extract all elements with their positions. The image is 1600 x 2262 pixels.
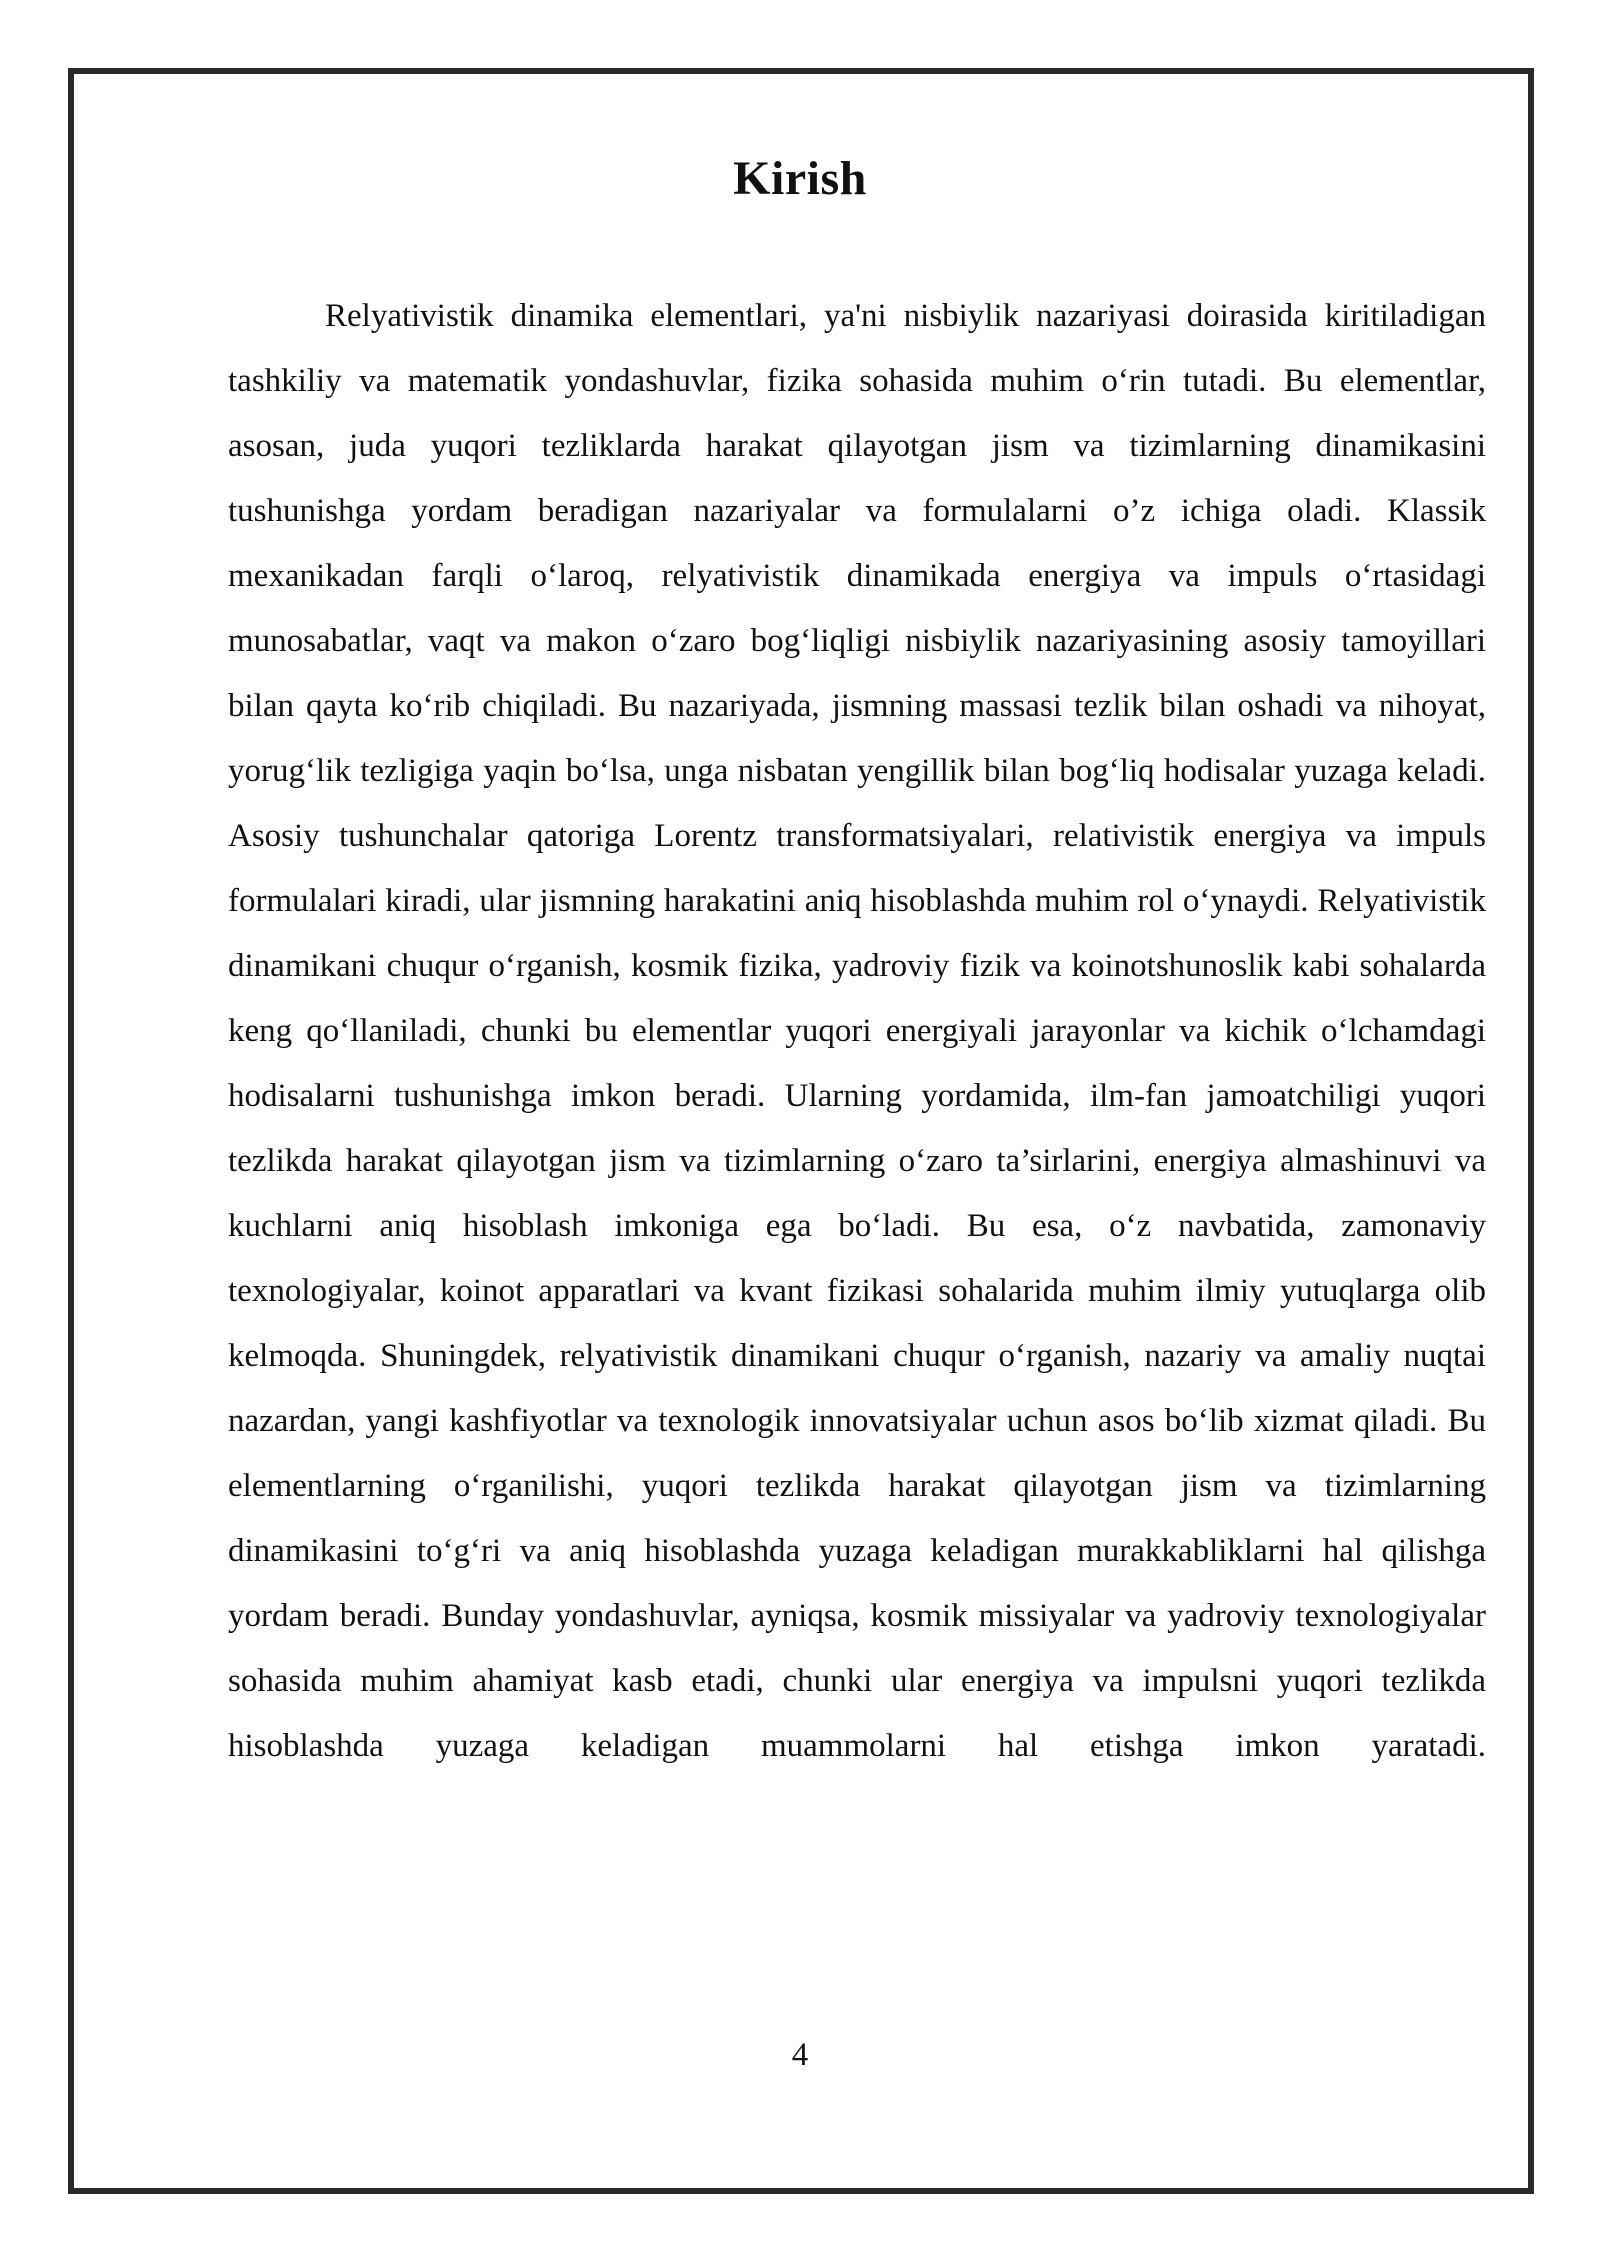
page-number: 4 — [791, 2037, 809, 2073]
page-title: Kirish — [733, 152, 867, 205]
body-paragraph: Relyativistik dinamika elementlari, ya'ni nisbiylik nazariyasi doirasida kiritiladigan tashkiliy va matematik yondashuvlar, fizika sohasida muhim o‘rin tutadi. Bu elementlar, asosan, juda yuqori tezliklarda harakat qilayotgan jism va tizimlarning dinamikasini tushunishga yordam beradigan nazariyalar va formulalarni o’z ichiga oladi. Klassik mexanikadan farqli o‘laroq, relyativistik dinamikada energiya va impuls o‘rtasidagi munosabatlar, vaqt va makon o‘zaro bog‘liqligi nisbiylik nazariyasining asosiy tamoyillari bilan qayta ko‘rib chiqiladi. Bu nazariyada, jismning massasi tezlik bilan oshadi va nihoyat, yorug‘lik tezligiga yaqin bo‘lsa, unga nisbatan yengillik bilan bog‘liq hodisalar yuzaga keladi. Asosiy tushunchalar qatoriga Lorentz transformatsiyalari, relativistik energiya va impuls formulalari kiradi, ular jismning harakatini aniq hisoblashda muhim rol o‘ynaydi. Relyativistik dinamikani chuqur o‘rganish, kosmik fizika, yadroviy fizik va koinotshunoslik kabi sohalarda keng qo‘llaniladi, chunki bu elementlar yuqori energiyali jarayonlar va kichik o‘lchamdagi hodisalarni tushunishga imkon beradi. Ularning yordamida, ilm-fan jamoatchiligi yuqori tezlikda harakat qilayotgan jism va tizimlarning o‘zaro ta’sirlarini, energiya almashinuvi va kuchlarni aniq hisoblash imkoniga ega bo‘ladi. Bu esa, o‘z navbatida, zamonaviy texnologiyalar, koinot apparatlari va kvant fizikasi sohalarida muhim ilmiy yutuqlarga olib kelmoqda. Shuningdek, relyativistik dinamikani chuqur o‘rganish, nazariy va amaliy nuqtai nazardan, yangi kashfiyotlar va texnologik innovatsiyalar uchun asos bo‘lib xizmat qiladi. Bu elementlarning o‘rganilishi, yuqori tezlikda harakat qilayotgan jism va tizimlarning dinamikasini to‘g‘ri va aniq hisoblashda yuzaga keladigan murakkabliklarni hal qilishga yordam beradi. Bunday yondashuvlar, ayniqsa, kosmik missiyalar va yadroviy texnologiyalar sohasida muhim ahamiyat kasb etadi, chunki ular energiya va impulsni yuqori tezlikda hisoblashda yuzaga keladigan muammolarni hal etishga imkon yaratadi. — [228, 298, 1486, 1764]
